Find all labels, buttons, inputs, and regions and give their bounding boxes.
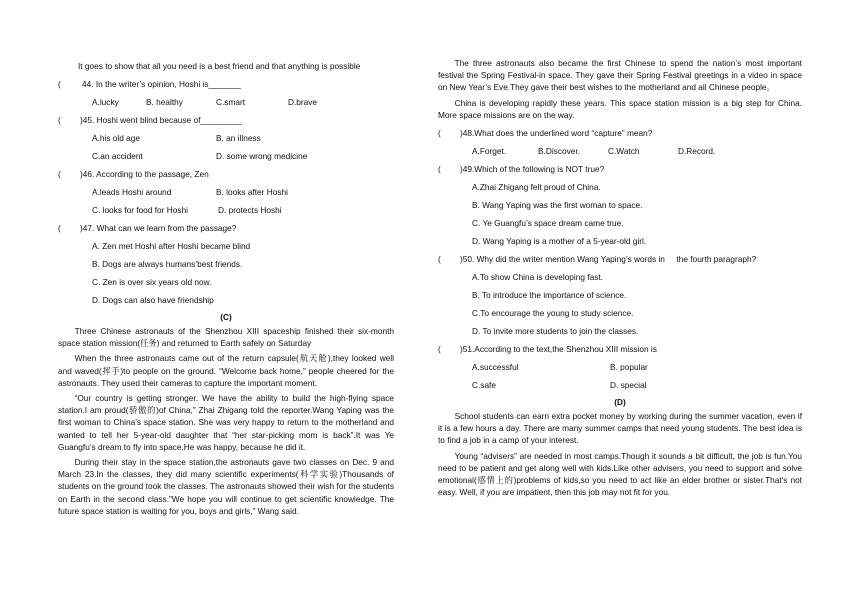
option-c: C.Watch: [608, 146, 640, 157]
question-44: [58, 75, 394, 93]
right-column: [438, 57, 802, 501]
question-45-options-ab: [58, 129, 394, 147]
question-48-options: [438, 142, 802, 160]
option-b: B.Discover.: [538, 146, 580, 157]
question-45-text: )45. Hoshi went blind because of_________: [80, 115, 242, 125]
option-a: A.leads Hoshi around: [92, 187, 172, 197]
question-46-text: )46. According to the passage, Zen: [80, 169, 209, 179]
question-44-options: [58, 93, 394, 111]
answer-paren: (: [438, 344, 441, 355]
left-column: [58, 57, 394, 520]
option-a: A.To show China is developing fast.: [472, 272, 603, 283]
question-49: [438, 160, 802, 178]
question-46-options-cd: [58, 201, 394, 219]
passage-c-paragraph-6: China is developing rapidly these years. This space station mission is a big step for China. More space missions are on the way.: [438, 97, 802, 120]
passage-d-paragraph-1: School students can earn extra pocket money by working during the summer vacation, even if it is a few hours a day. There are many summer camps that need young students. The best idea is to find a job in a camp of your interest.: [438, 411, 802, 446]
question-45-options-cd: [58, 147, 394, 165]
option-a: A.Forget.: [472, 146, 507, 157]
option-a: A.his old age: [92, 133, 140, 143]
option-a: A.lucky: [92, 97, 119, 107]
option-b: B. Wang Yaping was the first woman to space.: [472, 200, 643, 211]
option-c: C. looks for food for Hoshi: [92, 205, 188, 215]
passage-c-paragraph-1: Three Chinese astronauts of the Shenzhou XIII spaceship finished their six-month space station mission(任务) and returned to Earth safely on Saturday: [58, 326, 394, 349]
option-b: B. To introduce the importance of science.: [472, 290, 627, 301]
option-c: C.an accident: [92, 151, 143, 161]
option-a: A. Zen met Hoshi after Hoshi became blind: [92, 241, 251, 251]
question-45: [58, 111, 394, 129]
answer-paren: (: [58, 115, 61, 125]
answer-paren: (: [58, 169, 61, 179]
intro-line: It goes to show that all you need is a best friend and that anything is possible: [78, 61, 361, 71]
option-c: C. Zen is over six years old now.: [92, 277, 212, 287]
passage-d-paragraph-2: Young “advisers” are needed in most camps.Though it sounds a bit difficult, the job is fun.You need to be patient and get along well with kids.Like other advisers, you need to support and solve emotional(感情上的)problems of kids,so you need to act like an elder brother or sister.That's not easy. Well, if you are impatient, then this job may not fit for you.: [438, 450, 802, 498]
option-d: D. some wrong medicine: [216, 151, 308, 161]
passage-c-paragraph-5: The three astronauts also became the first Chinese to spend the nation’s most important festival the Spring Festival-in space. They gave their Spring Festival greetings in a video in space on New Year’s Eve.They gave their best wishes to the motherland and all Chinese people。: [438, 58, 802, 93]
option-d: D. Dogs can also have friendship: [92, 295, 214, 305]
question-51: [438, 340, 802, 358]
option-d: D.brave: [288, 97, 318, 107]
option-a: A.Zhai Zhigang felt proud of China.: [472, 182, 601, 193]
option-d: D. To invite more students to join the classes.: [472, 326, 639, 337]
option-d: D.Record.: [678, 146, 716, 157]
section-d-heading: (D): [614, 397, 626, 408]
answer-paren: (: [58, 223, 61, 233]
question-50: [438, 250, 802, 268]
option-a: A.successful: [472, 362, 519, 373]
option-d: D. special: [610, 380, 647, 391]
option-c: C. Ye Guangfu’s space dream came true.: [472, 218, 624, 229]
answer-paren: (: [58, 79, 61, 89]
option-b: B. an illness: [216, 133, 261, 143]
question-46: [58, 165, 394, 183]
question-51-text: )51.According to the text,the Shenzhou XIII mission is: [460, 344, 657, 355]
question-50-text: )50. Why did the writer mention Wang Yaping’s words in the fourth paragraph?: [460, 254, 757, 265]
option-b: B. popular: [610, 362, 648, 373]
option-b: B. looks after Hoshi: [216, 187, 288, 197]
option-d: D. protects Hoshi: [218, 205, 282, 215]
option-c: C.safe: [472, 380, 496, 391]
section-c-heading: (C): [220, 312, 232, 322]
question-44-text: 44. In the writer’s opinion, Hoshi is_______: [82, 79, 241, 89]
question-51-options-ab: [438, 358, 802, 376]
option-b: B. Dogs are always humans’best friends.: [92, 259, 243, 269]
option-c: C.smart: [216, 97, 246, 107]
question-49-text: )49.Which of the following is NOT true?: [460, 164, 605, 175]
question-47-text: )47. What can we learn from the passage?: [80, 223, 237, 233]
question-48: [438, 124, 802, 142]
passage-c-paragraph-2: When the three astronauts came out of the return capsule(航天舱),they looked well and waved(挥手)to people on the ground. “Welcome back home,” people cheered for the astronauts. They used their cameras to capture the important moment.: [58, 353, 394, 388]
passage-c-paragraph-3: “Our country is getting stronger. We have the ability to build the high-flying space station.I am proud(骄傲的)of China,” Zhai Zhigang told the reporter.Wang Yaping was the first woman to China’s space station. She was very happy to return to the motherland and wanted to tell her 5-year-old daughter that “her star-picking mom is back”.It was Ye Guangfu’s dream to fly into space.He was happy, because he did it.: [58, 393, 394, 452]
answer-paren: (: [438, 164, 441, 175]
answer-paren: (: [438, 254, 441, 265]
option-b: B. healthy: [146, 97, 183, 107]
question-47: [58, 219, 394, 237]
option-c: C.To encourage the young to study science.: [472, 308, 634, 319]
question-51-options-cd: [438, 376, 802, 394]
passage-c-paragraph-4: During their stay in the space station,the astronauts gave two classes on Dec. 9 and March 23.In the classes, they did many scientific experiments(科学实验)Thousands of students on the ground took the classes. The astronauts showed their wish for the students on Earth in the second class.”We hope you will continue to get scientific knowledge. The future space station is waiting for you, boys and girls,” Wang said.: [58, 457, 394, 516]
question-48-text: )48.What does the underlined word “capture” mean?: [460, 128, 653, 139]
option-d: D. Wang Yaping is a mother of a 5-year-old girl.: [472, 236, 647, 247]
question-46-options-ab: [58, 183, 394, 201]
answer-paren: (: [438, 128, 441, 139]
